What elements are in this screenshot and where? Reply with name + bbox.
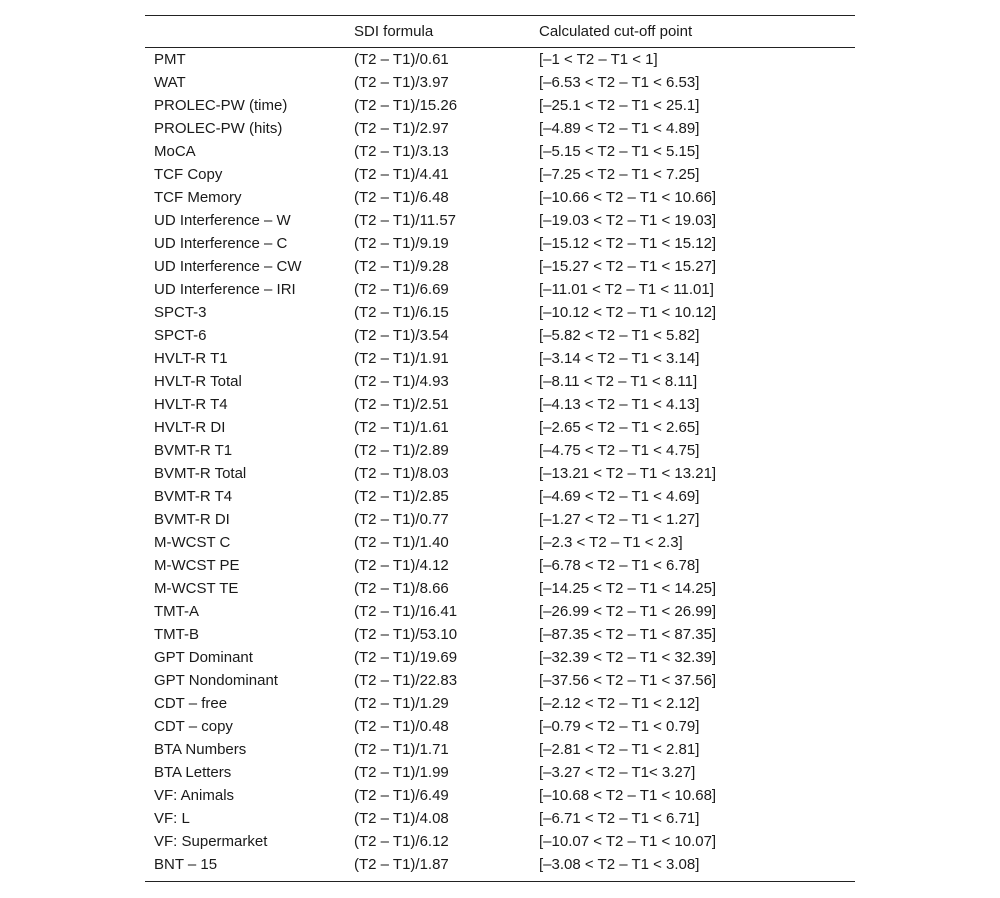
test-name: PROLEC-PW (hits) (154, 120, 283, 137)
test-name: TCF Copy (154, 166, 223, 183)
table-row (145, 601, 855, 624)
test-name: CDT – free (154, 695, 228, 712)
table-row (145, 118, 855, 141)
cutoff-point: [–10.12 < T2 – T1 < 10.12] (539, 304, 717, 321)
test-name: VF: Supermarket (154, 833, 268, 850)
test-name: MoCA (154, 143, 196, 160)
sdi-formula: (T2 – T1)/8.66 (354, 580, 449, 597)
table-row (145, 348, 855, 371)
table-row (145, 486, 855, 509)
cutoff-point: [–5.15 < T2 – T1 < 5.15] (539, 143, 700, 160)
test-name: TMT-B (154, 626, 199, 643)
table-row (145, 624, 855, 647)
sdi-formula: (T2 – T1)/15.26 (354, 97, 458, 114)
table-row (145, 371, 855, 394)
test-name: TCF Memory (154, 189, 242, 206)
test-name: BVMT-R DI (154, 511, 230, 528)
test-name: BVMT-R T1 (154, 442, 233, 459)
table-row (145, 187, 855, 210)
cutoff-point: [–14.25 < T2 – T1 < 14.25] (539, 580, 717, 597)
test-name: BVMT-R Total (154, 465, 247, 482)
test-name: UD Interference – IRI (154, 281, 296, 298)
cutoff-point: [–87.35 < T2 – T1 < 87.35] (539, 626, 717, 643)
table-row (145, 532, 855, 555)
test-name: GPT Nondominant (154, 672, 278, 689)
table-row (145, 647, 855, 670)
header-rule (145, 47, 855, 48)
cutoff-point: [–15.12 < T2 – T1 < 15.12] (539, 235, 717, 252)
sdi-formula: (T2 – T1)/4.12 (354, 557, 449, 574)
sdi-formula: (T2 – T1)/11.57 (354, 212, 456, 229)
test-name: BTA Letters (154, 764, 232, 781)
table-header (145, 15, 855, 47)
table-row (145, 302, 855, 325)
cutoff-point: [–1.27 < T2 – T1 < 1.27] (539, 511, 700, 528)
cutoff-point: [–4.13 < T2 – T1 < 4.13] (539, 396, 700, 413)
cutoff-point: [–4.75 < T2 – T1 < 4.75] (539, 442, 700, 459)
sdi-formula: (T2 – T1)/6.49 (354, 787, 449, 804)
test-name: GPT Dominant (154, 649, 253, 666)
table-row (145, 785, 855, 808)
table-row (145, 49, 855, 72)
table-row (145, 440, 855, 463)
table-row (145, 555, 855, 578)
table-row (145, 854, 855, 877)
table-row (145, 164, 855, 187)
sdi-formula: (T2 – T1)/2.97 (354, 120, 449, 137)
cutoff-point: [–6.78 < T2 – T1 < 6.78] (539, 557, 700, 574)
cutoff-point: [–37.56 < T2 – T1 < 37.56] (539, 672, 717, 689)
cutoff-point: [–10.07 < T2 – T1 < 10.07] (539, 833, 717, 850)
sdi-formula: (T2 – T1)/1.91 (354, 350, 449, 367)
table-row (145, 233, 855, 256)
test-name: BTA Numbers (154, 741, 247, 758)
cutoff-point: [–32.39 < T2 – T1 < 32.39] (539, 649, 717, 666)
sdi-formula: (T2 – T1)/22.83 (354, 672, 458, 689)
cutoff-point: [–25.1 < T2 – T1 < 25.1] (539, 97, 700, 114)
sdi-formula: (T2 – T1)/1.29 (354, 695, 449, 712)
test-name: BVMT-R T4 (154, 488, 233, 505)
sdi-formula: (T2 – T1)/6.69 (354, 281, 449, 298)
sdi-formula: (T2 – T1)/3.13 (354, 143, 449, 160)
header-cutoff: Calculated cut-off point (539, 23, 693, 40)
test-name: HVLT-R Total (154, 373, 242, 390)
sdi-formula: (T2 – T1)/1.99 (354, 764, 449, 781)
table-row (145, 808, 855, 831)
test-name: HVLT-R DI (154, 419, 226, 436)
test-name: PROLEC-PW (time) (154, 97, 288, 114)
sdi-formula: (T2 – T1)/0.48 (354, 718, 449, 735)
table-row (145, 256, 855, 279)
cutoff-point: [–7.25 < T2 – T1 < 7.25] (539, 166, 700, 183)
sdi-formula: (T2 – T1)/9.19 (354, 235, 449, 252)
cutoff-point: [–0.79 < T2 – T1 < 0.79] (539, 718, 700, 735)
sdi-formula: (T2 – T1)/9.28 (354, 258, 449, 275)
table-row (145, 831, 855, 854)
sdi-formula: (T2 – T1)/1.87 (354, 856, 449, 873)
cutoff-point: [–26.99 < T2 – T1 < 26.99] (539, 603, 717, 620)
table-row (145, 72, 855, 95)
cutoff-point: [–6.53 < T2 – T1 < 6.53] (539, 74, 700, 91)
sdi-formula: (T2 – T1)/4.08 (354, 810, 449, 827)
cutoff-point: [–2.81 < T2 – T1 < 2.81] (539, 741, 700, 758)
header-sdi-formula: SDI formula (354, 23, 434, 40)
sdi-formula: (T2 – T1)/6.48 (354, 189, 449, 206)
sdi-formula: (T2 – T1)/0.77 (354, 511, 449, 528)
test-name: CDT – copy (154, 718, 233, 735)
table-row (145, 693, 855, 716)
table-row (145, 670, 855, 693)
cutoff-point: [–6.71 < T2 – T1 < 6.71] (539, 810, 700, 827)
test-name: HVLT-R T1 (154, 350, 228, 367)
test-name: VF: Animals (154, 787, 235, 804)
cutoff-point: [–3.14 < T2 – T1 < 3.14] (539, 350, 700, 367)
table-row (145, 463, 855, 486)
test-name: VF: L (154, 810, 190, 827)
cutoff-point: [–2.12 < T2 – T1 < 2.12] (539, 695, 700, 712)
table-row (145, 325, 855, 348)
test-name: BNT – 15 (154, 856, 218, 873)
cutoff-point: [–15.27 < T2 – T1 < 15.27] (539, 258, 717, 275)
sdi-formula: (T2 – T1)/6.12 (354, 833, 449, 850)
cutoff-point: [–5.82 < T2 – T1 < 5.82] (539, 327, 700, 344)
table-row (145, 509, 855, 532)
test-name: HVLT-R T4 (154, 396, 228, 413)
test-name: SPCT-6 (154, 327, 207, 344)
sdi-formula: (T2 – T1)/1.71 (354, 741, 449, 758)
sdi-formula: (T2 – T1)/1.61 (354, 419, 449, 436)
test-name: SPCT-3 (154, 304, 207, 321)
cutoff-point: [–2.3 < T2 – T1 < 2.3] (539, 534, 683, 551)
test-name: M-WCST PE (154, 557, 240, 574)
cutoff-point: [–11.01 < T2 – T1 < 11.01] (539, 281, 714, 298)
test-name: M-WCST TE (154, 580, 239, 597)
sdi-formula: (T2 – T1)/3.54 (354, 327, 449, 344)
sdi-formula: (T2 – T1)/4.41 (354, 166, 449, 183)
cutoff-point: [–4.89 < T2 – T1 < 4.89] (539, 120, 700, 137)
sdi-formula: (T2 – T1)/6.15 (354, 304, 449, 321)
table-row (145, 762, 855, 785)
table-row (145, 95, 855, 118)
test-name: PMT (154, 51, 186, 68)
cutoff-point: [–4.69 < T2 – T1 < 4.69] (539, 488, 700, 505)
table-row (145, 279, 855, 302)
sdi-formula: (T2 – T1)/2.51 (354, 396, 449, 413)
cutoff-point: [–19.03 < T2 – T1 < 19.03] (539, 212, 717, 229)
cutoff-point: [–13.21 < T2 – T1 < 13.21] (539, 465, 717, 482)
sdi-formula: (T2 – T1)/3.97 (354, 74, 449, 91)
table-row (145, 578, 855, 601)
cutoff-point: [–3.27 < T2 – T1< 3.27] (539, 764, 696, 781)
table-row (145, 716, 855, 739)
cutoff-point: [–8.11 < T2 – T1 < 8.11] (539, 373, 698, 390)
table-row (145, 417, 855, 440)
test-name: WAT (154, 74, 186, 91)
test-name: UD Interference – W (154, 212, 291, 229)
cutoff-point: [–2.65 < T2 – T1 < 2.65] (539, 419, 700, 436)
table-row (145, 394, 855, 417)
cutoff-point: [–10.68 < T2 – T1 < 10.68] (539, 787, 717, 804)
sdi-formula: (T2 – T1)/2.89 (354, 442, 449, 459)
table-row (145, 141, 855, 164)
sdi-formula: (T2 – T1)/8.03 (354, 465, 449, 482)
test-name: M-WCST C (154, 534, 231, 551)
sdi-formula: (T2 – T1)/2.85 (354, 488, 449, 505)
bottom-rule (145, 881, 855, 882)
sdi-formula: (T2 – T1)/16.41 (354, 603, 458, 620)
test-name: TMT-A (154, 603, 199, 620)
sdi-formula: (T2 – T1)/0.61 (354, 51, 449, 68)
table-row (145, 210, 855, 233)
sdi-formula: (T2 – T1)/19.69 (354, 649, 458, 666)
test-name: UD Interference – C (154, 235, 288, 252)
cutoff-point: [–3.08 < T2 – T1 < 3.08] (539, 856, 700, 873)
test-name: UD Interference – CW (154, 258, 302, 275)
table-row (145, 739, 855, 762)
cutoff-point: [–10.66 < T2 – T1 < 10.66] (539, 189, 717, 206)
sdi-formula: (T2 – T1)/53.10 (354, 626, 458, 643)
sdi-formula: (T2 – T1)/1.40 (354, 534, 449, 551)
sdi-formula: (T2 – T1)/4.93 (354, 373, 449, 390)
cutoff-point: [–1 < T2 – T1 < 1] (539, 51, 658, 68)
